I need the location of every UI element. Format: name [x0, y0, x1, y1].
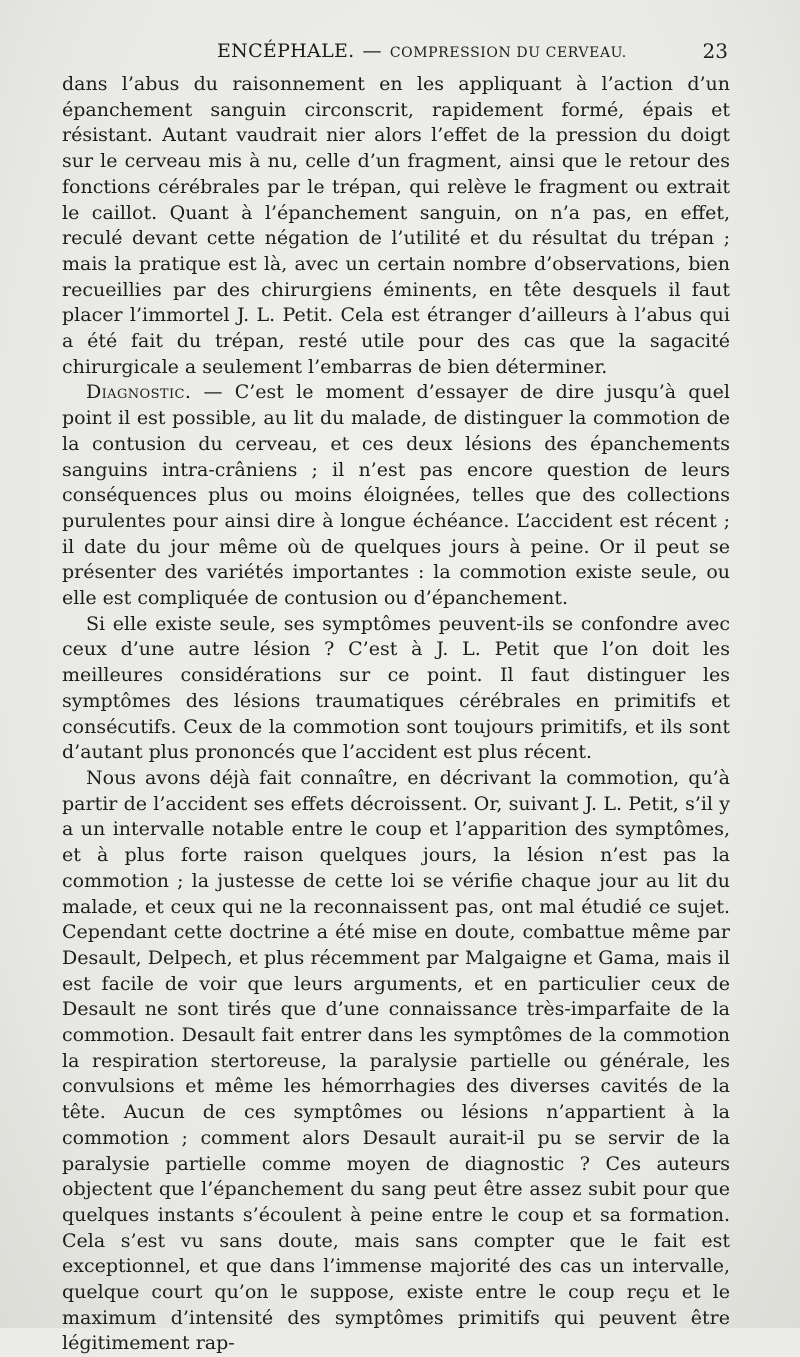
head-title-sub: COMPRESSION DU CERVEAU.: [389, 45, 627, 61]
paragraph: [62, 72, 730, 380]
head-title-main: ENCÉPHALE.: [217, 40, 355, 62]
page-number: 23: [702, 39, 728, 63]
head-dash: —: [362, 40, 382, 62]
paragraph-text: Si elle existe seule, ses symptômes peuvent-ils se confondre avec ceux d’une autre lésion ? C’est à J. L. Petit que l’on doit les meilleures considérations sur ce point. Il faut distinguer les symptômes des lésions traumatiques cérébrales en primitifs et consécutifs. Ceux de la commotion sont toujours primitifs, et ils sont d’autant plus prononcés que l’accident est plus récent.: [62, 612, 730, 764]
running-head: [62, 36, 730, 66]
section-heading: Diagnostic.: [86, 381, 192, 404]
body-text: [62, 72, 730, 1357]
paragraph-text: Nous avons déjà fait connaître, en décrivant la commotion, qu’à partir de l’accident ses effets décroissent. Or, suivant J. L. Petit, s’il y a un intervalle notable entre le coup et l’apparition des symptômes, et à plus forte raison quelques jours, la lésion n’est pas la commotion ; la justesse de cette loi se vérifie chaque jour au lit du malade, et ceux qui ne la reconnaissent pas, ont mal étudié ce sujet. Cependant cette doctrine a été mise en doute, combattue même par Desault, Delpech, et plus récemment par Malgaigne et Gama, mais il est facile de voir que leurs arguments, et en particulier ceux de Desault ne sont tirés que d’une connaissance très-imparfaite de la commotion. Desault fait entrer dans les symptômes de la commotion la respiration stertoreuse, la paralysie partielle ou générale, les convulsions et même les hémorrhagies des diverses cavités de la tête. Aucun de ces symptômes ou lésions n’appartient à la commotion ; comment alors Desault aurait-il pu se servir de la paralysie partielle comme moyen de diagnostic ? Ces auteurs objectent que l’épanchement du sang peut être assez subit pour que quelques instants s’écoulent à peine entre le coup et sa formation. Cela s’est vu sans doute, mais sans compter que le fait est exceptionnel, et que dans l’immense majorité des cas un intervalle, quelque court qu’on le suppose, existe entre le coup reçu et le maximum d’intensité des symptômes primitifs qui peuvent être légitimement rap-: [62, 766, 730, 1355]
paragraph-text: dans l’abus du raisonnement en les appliquant à l’action d’un épanchement sanguin circonscrit, rapidement formé, épais et résistant. Autant vaudrait nier alors l’effet de la pression du doigt sur le cerveau mis à nu, celle d’un fragment, ainsi que le retour des fonctions cérébrales par le trépan, qui relève le fragment ou extrait le caillot. Quant à l’épanchement sanguin, on n’a pas, en effet, reculé devant cette négation de l’utilité et du résultat du trépan ; mais la pratique est là, avec un certain nombre d’observations, bien recueillies par des chirurgiens éminents, en tête desquels il faut placer l’immortel J. L. Petit. Cela est étranger d’ailleurs à l’abus qui a été fait du trépan, resté utile pour des cas que la sagacité chirurgicale a seulement l’embarras de bien déterminer.: [62, 73, 730, 378]
running-head-title: [217, 36, 627, 68]
paragraph-diagnostic: [62, 380, 730, 611]
paragraph: [62, 766, 730, 1357]
paragraph-text: — C’est le moment d’essayer de dire jusqu’à quel point il est possible, au lit du malade, de distinguer la commotion de la contusion du cerveau, et ces deux lésions des épanchements sanguins intra-crâniens ; il n’est pas encore question de leurs conséquences plus ou moins éloignées, telles que des collections purulentes pour ainsi dire à longue échéance. L’accident est récent ; il date du jour même où de quelques jours à peine. Or il peut se présenter des variétés importantes : la commotion existe seule, ou elle est compliquée de contusion ou d’épanchement.: [62, 381, 730, 610]
paragraph: [62, 612, 730, 766]
